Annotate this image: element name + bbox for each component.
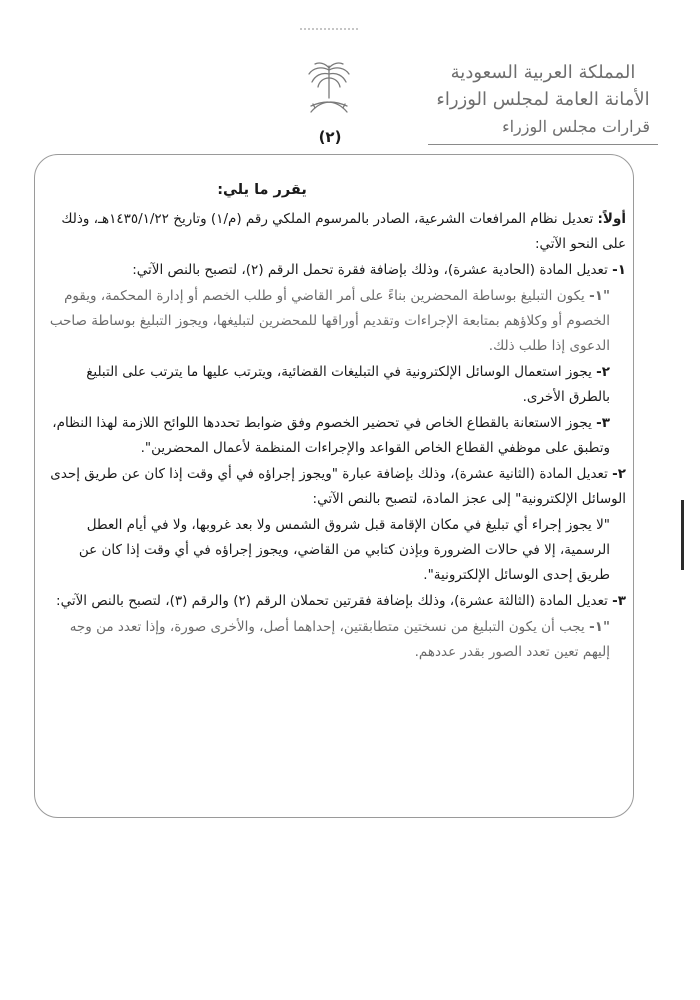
item-number: "١- [589,619,610,635]
item-text: تعديل المادة (الحادية عشرة)، وذلك بإضافة فقرة تحمل الرقم (٢)، لتصبح بالنص الآتي: [132,262,608,278]
item-number: ٢- [612,466,626,482]
decision-body [48,178,626,665]
list-item [48,462,626,512]
letterhead-secretariat: الأمانة العامة لمجلس الوزراء [436,89,650,110]
letterhead [428,60,658,165]
item-number: "١- [589,288,610,304]
quoted-list-item [48,615,626,665]
item-text: يكون التبليغ بوساطة المحضرين بناءً على أمر القاضي أو طلب الخصم أو إدارة المحكمة، ويقوم الخصوم أو وكلاؤهم بمتابعة الإجراءات وتقديم أوراقها للمحضرين لتبليغها، ويجوز التبليغ بوساطة صاحب الدعوى إذا طلب ذلك. [49,288,610,354]
item-number: ١- [612,262,626,278]
letterhead-country: المملكة العربية السعودية [450,62,636,83]
scan-edge-mark [681,500,684,570]
letterhead-decisions: قرارات مجلس الوزراء [502,117,650,136]
intro-paragraph [48,207,626,257]
quoted-list-item [48,284,626,359]
item-number: ٢- [596,364,610,380]
item-text: تعديل المادة (الثانية عشرة)، وذلك بإضافة عبارة "ويجوز إجراؤه في أي وقت إذا كان عن طريق إحدى الوسائل الإلكترونية" إلى عجز المادة، لتصبح بالنص الآتي: [50,466,626,507]
item-text: يجوز استعمال الوسائل الإلكترونية في التبليغات القضائية، ويترتب عليها ما يترتب على التبليغ بالطرق الأخرى. [86,364,610,405]
item-number: ٣- [612,593,626,609]
list-item [48,258,626,283]
scan-mark [300,28,358,42]
quoted-paragraph [48,513,626,588]
intro-text: تعديل نظام المرافعات الشرعية، الصادر بالمرسوم الملكي رقم (م/١) وتاريخ ١٤٣٥/١/٢٢هـ، وذلك على النحو الآتي: [61,211,626,252]
item-text: "لا يجوز إجراء أي تبليغ في مكان الإقامة قبل شروق الشمس ولا بعد غروبها، ولا في أيام العطل الرسمية، إلا في حالات الضرورة وبإذن كتابي من القاضي، ويجوز إجراؤه في أي وقت إذا كان عن طريق إحدى الوسائل الإلكترونية". [78,517,610,583]
quoted-list-item [48,411,626,461]
intro-label: أولاً: [597,211,626,227]
list-item [48,589,626,614]
palm-swords-emblem-icon [303,60,355,120]
letterhead-divider [428,144,658,145]
decision-title: يقرر ما يلي: [217,182,307,198]
quoted-list-item [48,360,626,410]
item-number: ٣- [596,415,610,431]
item-text: تعديل المادة (الثالثة عشرة)، وذلك بإضافة فقرتين تحملان الرقم (٢) والرقم (٣)، لتصبح بالنص الآتي: [56,593,608,609]
item-text: يجوز الاستعانة بالقطاع الخاص في تحضير الخصوم وفق ضوابط تحددها اللوائح اللازمة لهذا النظام، وتطبق على موظفي القطاع الخاص القواعد والإجراءات المنظمة لأعمال المحضرين". [52,415,610,456]
item-text: يجب أن يكون التبليغ من نسختين متطابقتين، إحداهما أصل، والأخرى صورة، وإذا تعدد من وجه إليهم تعين تعدد الصور بقدر عددهم. [69,619,610,660]
page-number: (٢) [318,128,342,146]
